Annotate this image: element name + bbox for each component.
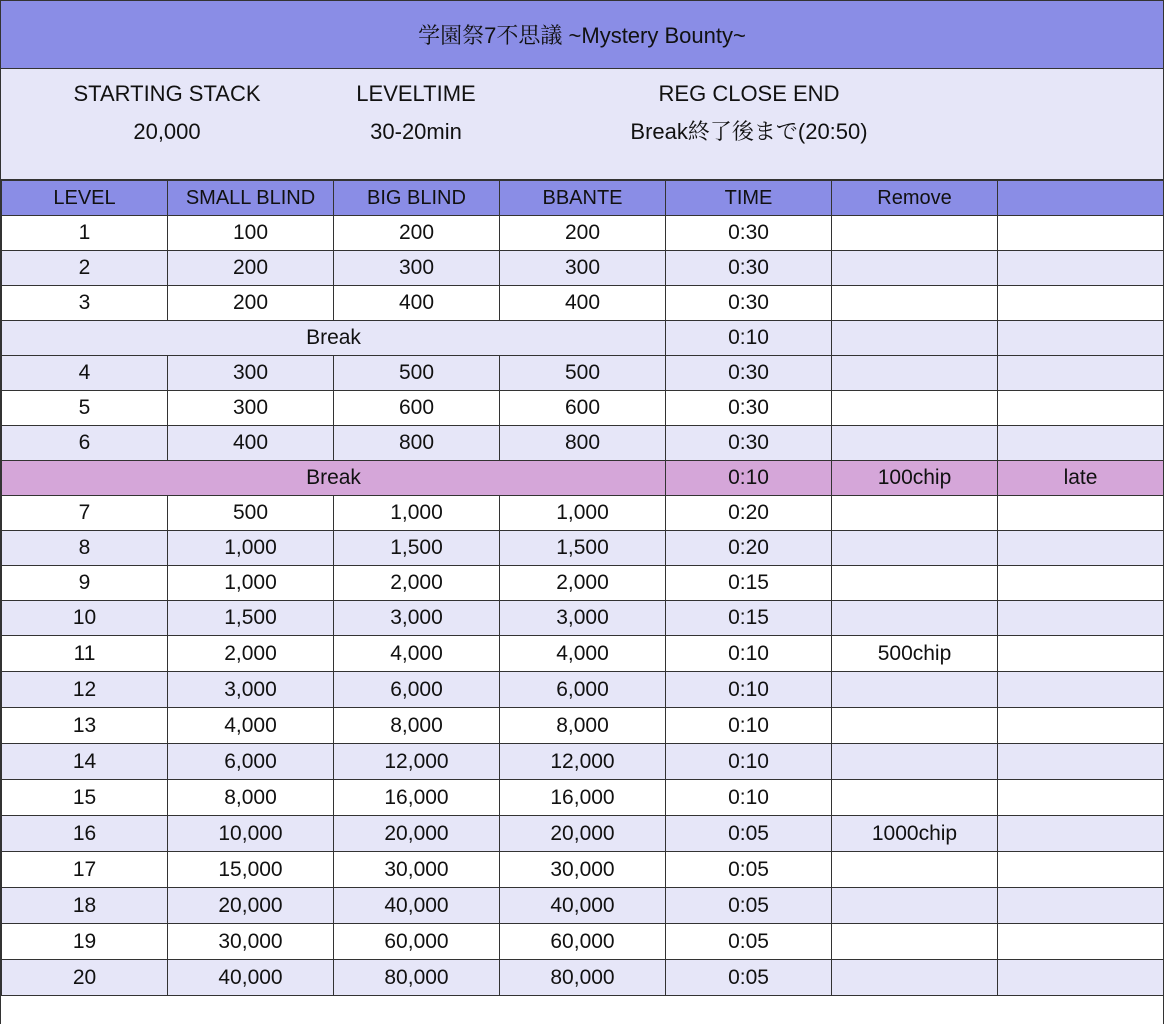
remove-cell [832, 531, 998, 566]
bbante-cell: 16,000 [500, 780, 666, 816]
table-row [2, 496, 1164, 531]
small-blind-cell: 1,500 [168, 601, 334, 636]
break-row [2, 461, 1164, 496]
tournament-info [1, 69, 1163, 180]
big-blind-cell: 400 [334, 286, 500, 321]
bbante-cell: 30,000 [500, 852, 666, 888]
break-label-cell: Break [2, 321, 666, 356]
big-blind-cell: 1,000 [334, 496, 500, 531]
remove-cell [832, 852, 998, 888]
leveltime-label: LEVELTIME [356, 81, 476, 106]
time-cell: 0:30 [666, 216, 832, 251]
header-big-blind: BIG BLIND [334, 181, 500, 216]
time-cell: 0:10 [666, 461, 832, 496]
remove-cell [832, 391, 998, 426]
extra-cell [998, 356, 1164, 391]
table-row [2, 251, 1164, 286]
small-blind-cell: 20,000 [168, 888, 334, 924]
time-cell: 0:10 [666, 780, 832, 816]
level-cell: 7 [2, 496, 168, 531]
remove-cell [832, 566, 998, 601]
reg-close-value: Break終了後まで(20:50) [630, 119, 868, 144]
small-blind-cell: 4,000 [168, 708, 334, 744]
page-title: 学園祭7不思議 ~Mystery Bounty~ [418, 23, 746, 48]
remove-cell [832, 426, 998, 461]
big-blind-cell: 20,000 [334, 816, 500, 852]
table-row [2, 708, 1164, 744]
table-row [2, 531, 1164, 566]
small-blind-cell: 500 [168, 496, 334, 531]
table-row [2, 566, 1164, 601]
level-cell: 15 [2, 780, 168, 816]
extra-cell [998, 852, 1164, 888]
small-blind-cell: 1,000 [168, 566, 334, 601]
table-row [2, 888, 1164, 924]
extra-cell [998, 531, 1164, 566]
time-cell: 0:10 [666, 708, 832, 744]
table-row [2, 924, 1164, 960]
small-blind-cell: 6,000 [168, 744, 334, 780]
remove-cell [832, 924, 998, 960]
big-blind-cell: 4,000 [334, 636, 500, 672]
small-blind-cell: 40,000 [168, 960, 334, 996]
remove-cell [832, 744, 998, 780]
remove-cell [832, 960, 998, 996]
table-body [2, 216, 1164, 996]
starting-stack-info [1, 75, 333, 151]
remove-cell [832, 216, 998, 251]
remove-cell [832, 321, 998, 356]
remove-cell [832, 356, 998, 391]
time-cell: 0:30 [666, 251, 832, 286]
level-cell: 17 [2, 852, 168, 888]
big-blind-cell: 1,500 [334, 531, 500, 566]
level-cell: 10 [2, 601, 168, 636]
extra-cell [998, 636, 1164, 672]
level-cell: 3 [2, 286, 168, 321]
small-blind-cell: 100 [168, 216, 334, 251]
table-row [2, 601, 1164, 636]
time-cell: 0:30 [666, 391, 832, 426]
time-cell: 0:05 [666, 888, 832, 924]
small-blind-cell: 400 [168, 426, 334, 461]
remove-cell [832, 780, 998, 816]
title-bar [1, 0, 1163, 69]
starting-stack-value: 20,000 [133, 119, 201, 144]
leveltime-info [333, 75, 499, 151]
big-blind-cell: 600 [334, 391, 500, 426]
extra-cell [998, 426, 1164, 461]
level-cell: 11 [2, 636, 168, 672]
big-blind-cell: 40,000 [334, 888, 500, 924]
big-blind-cell: 800 [334, 426, 500, 461]
header-extra [998, 181, 1164, 216]
time-cell: 0:30 [666, 356, 832, 391]
bbante-cell: 500 [500, 356, 666, 391]
level-cell: 18 [2, 888, 168, 924]
table-row [2, 672, 1164, 708]
break-label-cell: Break [2, 461, 666, 496]
remove-cell [832, 286, 998, 321]
table-row [2, 391, 1164, 426]
table-row [2, 286, 1164, 321]
remove-cell: 500chip [832, 636, 998, 672]
extra-cell [998, 672, 1164, 708]
break-row [2, 321, 1164, 356]
bbante-cell: 200 [500, 216, 666, 251]
small-blind-cell: 30,000 [168, 924, 334, 960]
bbante-cell: 300 [500, 251, 666, 286]
table-row [2, 852, 1164, 888]
extra-cell [998, 780, 1164, 816]
table-row [2, 216, 1164, 251]
table-row [2, 426, 1164, 461]
big-blind-cell: 8,000 [334, 708, 500, 744]
bbante-cell: 600 [500, 391, 666, 426]
small-blind-cell: 200 [168, 251, 334, 286]
small-blind-cell: 8,000 [168, 780, 334, 816]
bbante-cell: 1,000 [500, 496, 666, 531]
level-cell: 16 [2, 816, 168, 852]
extra-cell [998, 251, 1164, 286]
level-cell: 9 [2, 566, 168, 601]
time-cell: 0:05 [666, 924, 832, 960]
bbante-cell: 80,000 [500, 960, 666, 996]
extra-cell [998, 744, 1164, 780]
big-blind-cell: 3,000 [334, 601, 500, 636]
time-cell: 0:20 [666, 531, 832, 566]
level-cell: 20 [2, 960, 168, 996]
time-cell: 0:15 [666, 601, 832, 636]
small-blind-cell: 10,000 [168, 816, 334, 852]
extra-cell [998, 924, 1164, 960]
big-blind-cell: 500 [334, 356, 500, 391]
extra-cell [998, 216, 1164, 251]
extra-cell [998, 391, 1164, 426]
extra-cell [998, 321, 1164, 356]
time-cell: 0:05 [666, 852, 832, 888]
table-row [2, 636, 1164, 672]
big-blind-cell: 2,000 [334, 566, 500, 601]
reg-close-label: REG CLOSE END [658, 81, 840, 106]
remove-cell [832, 888, 998, 924]
extra-cell [998, 960, 1164, 996]
bbante-cell: 8,000 [500, 708, 666, 744]
bbante-cell: 20,000 [500, 816, 666, 852]
level-cell: 12 [2, 672, 168, 708]
extra-cell: late [998, 461, 1164, 496]
big-blind-cell: 200 [334, 216, 500, 251]
big-blind-cell: 30,000 [334, 852, 500, 888]
blind-structure-table [1, 180, 1164, 996]
level-cell: 14 [2, 744, 168, 780]
extra-cell [998, 286, 1164, 321]
small-blind-cell: 3,000 [168, 672, 334, 708]
leveltime-value: 30-20min [370, 119, 462, 144]
small-blind-cell: 2,000 [168, 636, 334, 672]
bbante-cell: 3,000 [500, 601, 666, 636]
extra-cell [998, 708, 1164, 744]
remove-cell [832, 708, 998, 744]
time-cell: 0:30 [666, 286, 832, 321]
big-blind-cell: 16,000 [334, 780, 500, 816]
big-blind-cell: 12,000 [334, 744, 500, 780]
small-blind-cell: 300 [168, 356, 334, 391]
extra-cell [998, 566, 1164, 601]
table-row [2, 960, 1164, 996]
level-cell: 19 [2, 924, 168, 960]
table-row [2, 780, 1164, 816]
level-cell: 8 [2, 531, 168, 566]
starting-stack-label: STARTING STACK [73, 81, 261, 106]
extra-cell [998, 816, 1164, 852]
table-row [2, 816, 1164, 852]
small-blind-cell: 1,000 [168, 531, 334, 566]
level-cell: 13 [2, 708, 168, 744]
header-time: TIME [666, 181, 832, 216]
small-blind-cell: 300 [168, 391, 334, 426]
bbante-cell: 12,000 [500, 744, 666, 780]
bbante-cell: 6,000 [500, 672, 666, 708]
time-cell: 0:15 [666, 566, 832, 601]
remove-cell [832, 496, 998, 531]
small-blind-cell: 15,000 [168, 852, 334, 888]
bbante-cell: 2,000 [500, 566, 666, 601]
bbante-cell: 60,000 [500, 924, 666, 960]
bbante-cell: 4,000 [500, 636, 666, 672]
big-blind-cell: 60,000 [334, 924, 500, 960]
remove-cell [832, 672, 998, 708]
header-bbante: BBANTE [500, 181, 666, 216]
bbante-cell: 40,000 [500, 888, 666, 924]
time-cell: 0:10 [666, 321, 832, 356]
big-blind-cell: 6,000 [334, 672, 500, 708]
header-level: LEVEL [2, 181, 168, 216]
time-cell: 0:05 [666, 816, 832, 852]
remove-cell: 100chip [832, 461, 998, 496]
bbante-cell: 400 [500, 286, 666, 321]
bbante-cell: 800 [500, 426, 666, 461]
extra-cell [998, 601, 1164, 636]
time-cell: 0:05 [666, 960, 832, 996]
time-cell: 0:10 [666, 636, 832, 672]
remove-cell [832, 251, 998, 286]
table-row [2, 744, 1164, 780]
level-cell: 5 [2, 391, 168, 426]
time-cell: 0:30 [666, 426, 832, 461]
header-small-blind: SMALL BLIND [168, 181, 334, 216]
level-cell: 6 [2, 426, 168, 461]
big-blind-cell: 300 [334, 251, 500, 286]
time-cell: 0:10 [666, 744, 832, 780]
reg-close-info [499, 75, 999, 151]
table-header-row [2, 181, 1164, 216]
table-row [2, 356, 1164, 391]
small-blind-cell: 200 [168, 286, 334, 321]
time-cell: 0:10 [666, 672, 832, 708]
level-cell: 2 [2, 251, 168, 286]
time-cell: 0:20 [666, 496, 832, 531]
bbante-cell: 1,500 [500, 531, 666, 566]
header-remove: Remove [832, 181, 998, 216]
remove-cell: 1000chip [832, 816, 998, 852]
extra-cell [998, 496, 1164, 531]
level-cell: 1 [2, 216, 168, 251]
remove-cell [832, 601, 998, 636]
extra-cell [998, 888, 1164, 924]
level-cell: 4 [2, 356, 168, 391]
big-blind-cell: 80,000 [334, 960, 500, 996]
